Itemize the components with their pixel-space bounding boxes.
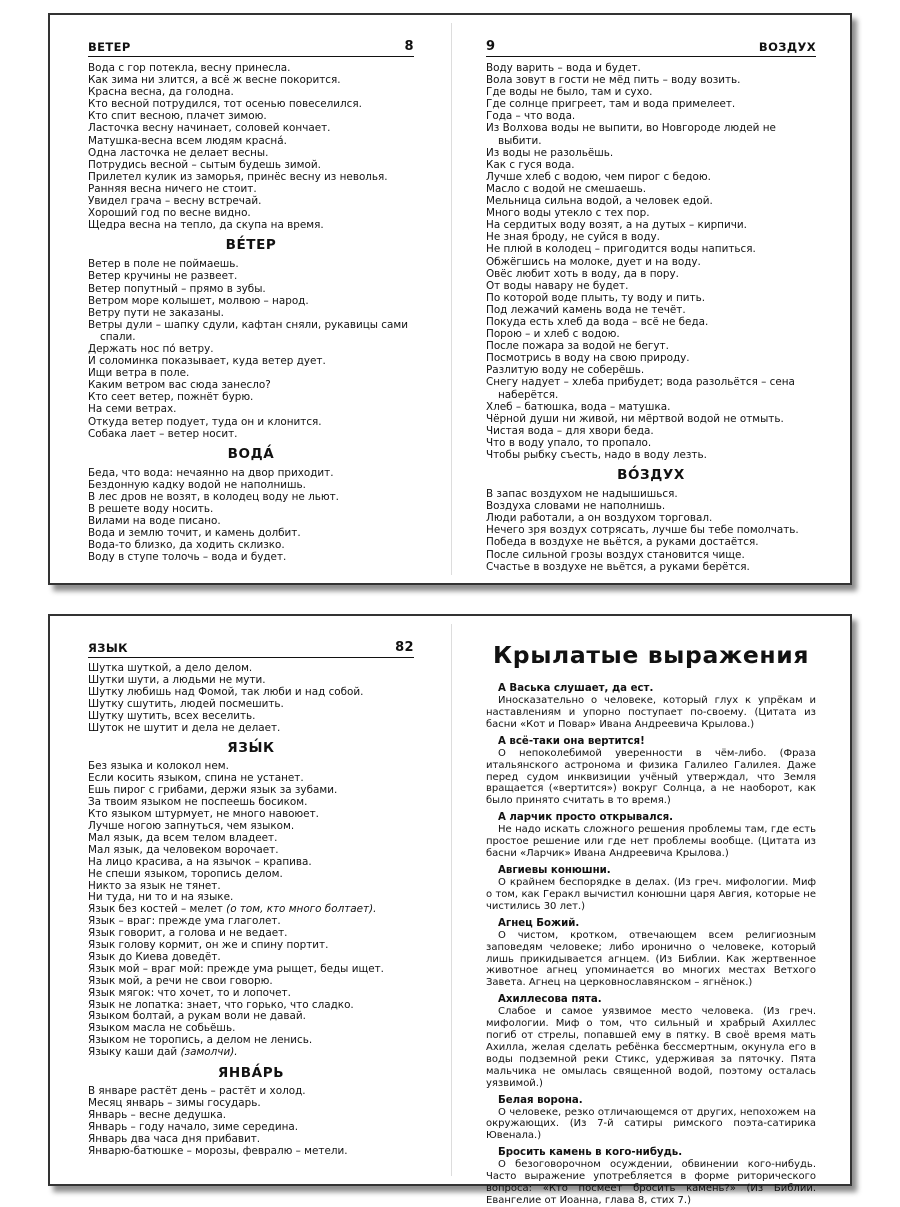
proverb: Ни туда, ни то и на языке. [88, 891, 234, 904]
proverb: Ветру пути не заказаны. [88, 306, 224, 319]
section-title: ЯЗЫ́К [227, 740, 275, 757]
catchphrase-list [486, 683, 816, 1207]
proverb: Лучше хлеб с водою, чем пирог с бедою. [486, 170, 711, 183]
catchphrase-term: Авгиевы конюшни. [498, 864, 611, 876]
proverb: Овёс любит хоть в воду, да в пору. [486, 267, 679, 280]
proverb: Ветры дули – шапку сдули, кафтан сняли, рукавицы сами спали. [88, 318, 408, 343]
running-head [486, 39, 816, 57]
catchphrase-definition: Слабое и самое уязвимое место человека. (Из греч. мифологии. Миф о том, что сильный и храбрый Ахиллес погиб от стрелы, попавшей ему в пятку. В своё время мать Ахилла, желая сделать ребёнка бессмертным, окунула его в воды подземной реки Стикс, удерживая за пяточку. Пята мальчика не омылась священной водой, поэтому осталась уязвимой.) [486, 1006, 816, 1089]
proverb: Хороший год по весне видно. [88, 207, 251, 220]
proverb: Ветер попутный – прямо в зубы. [88, 282, 266, 295]
proverb-list [88, 1086, 414, 1157]
proverb: Обжёгшись на молоке, дует и на воду. [486, 255, 701, 268]
proverb: Язык – враг: прежде ума глаголет. [88, 915, 281, 928]
proverb-text: Язык без костей – мелет [88, 903, 223, 916]
proverb: Порою – и хлеб с водою. [486, 328, 620, 341]
page-8 [50, 15, 452, 583]
catchphrase-term: Агнец Божий. [498, 917, 580, 929]
proverb: Счастье в воздухе не вьётся, а руками берётся. [486, 560, 750, 573]
proverb: Язык не лопатка: знает, что горько, что сладко. [88, 998, 354, 1011]
proverb: Собака лает – ветер носит. [88, 427, 238, 440]
proverb: Без языка и колокол нем. [88, 760, 229, 773]
proverb-text: Языку каши дай [88, 1046, 178, 1059]
proverb: Много воды утекло с тех пор. [486, 207, 650, 220]
proverb: Январь два часа дня прибавит. [88, 1132, 261, 1145]
proverb: Масло с водой не смешаешь. [486, 182, 647, 195]
page-number: 82 [395, 640, 414, 655]
proverb: Январь – весне дедушка. [88, 1108, 227, 1121]
proverb: После пожара за водой не бегут. [486, 340, 669, 353]
proverb: Кто языком штурмует, не много навоюет. [88, 808, 319, 821]
proverb: На сердитых воду возят, а на дутых – кирпичи. [486, 219, 747, 232]
proverb: Из Волхова воды не выпити, во Новгороде людей не выбити. [486, 122, 776, 147]
proverb-list [486, 62, 816, 461]
proverb: Язык мягок: что хочет, то и лопочет. [88, 986, 291, 999]
proverb: Лучше ногою запнуться, чем языком. [88, 819, 295, 832]
proverb: Увидел грача – весну встречай. [88, 195, 262, 208]
running-head [88, 39, 414, 57]
catchphrase-definition: Иносказательно о человеке, который глух к упрёкам и наставлениям и упорно поступает по-своему. (Цитата из басни «Кот и Повар» Ивана Андреевича Крылова.) [486, 695, 816, 730]
catchphrase-definition: Не надо искать сложного решения проблемы там, где есть простое решение или где нет проблемы вообще. (Цитата из басни «Ларчик» Ивана Андреевича Крылова.) [486, 824, 816, 860]
proverb: Воду варить – вода и будет. [486, 62, 641, 74]
section-title: ВОДА́ [227, 445, 275, 462]
proverb: Месяц январь – зимы государь. [88, 1097, 261, 1109]
proverb-gloss: (о том, кто много болтает). [226, 903, 377, 916]
proverb: Вилами на воде писано. [88, 515, 221, 528]
proverb: Шутки шути, а людьми не мути. [88, 673, 266, 686]
proverb: Шутка шуткой, а дело делом. [88, 662, 253, 674]
catchphrase-entry [486, 736, 816, 808]
page-number: 8 [404, 39, 414, 54]
proverb: Откуда ветер подует, туда он и клонится. [88, 415, 322, 428]
catchphrase-term: Бросить камень в кого-нибудь. [498, 1147, 683, 1159]
proverb: Ранняя весна ничего не стоит. [88, 182, 257, 195]
catchphrase-entry [486, 865, 816, 913]
proverb: Люди работали, а он воздухом торговал. [486, 512, 713, 525]
proverb: Ветер кручины не развеет. [88, 270, 238, 283]
proverb-list [88, 62, 414, 231]
proverb: Чистая вода – для хвори беда. [486, 424, 654, 437]
proverb: Кто весной потрудился, тот осенью повеселился. [88, 98, 362, 111]
proverb: Язык голову кормит, он же и спину портит. [88, 939, 329, 952]
running-head-title: ВОЗДУХ [758, 40, 816, 54]
proverb: Вола зовут в гости не мёд пить – воду возить. [486, 74, 741, 87]
book-spread-top [48, 13, 852, 585]
proverb-list-yazyk [88, 761, 414, 1059]
proverb: После сильной грозы воздух становится чище. [486, 548, 745, 561]
proverb: Воду в ступе толочь – вода и будет. [88, 551, 287, 564]
proverb: Чтобы рыбку съесть, надо в воду лезть. [486, 449, 707, 461]
proverb: Языком не торопись, а делом не ленись. [88, 1034, 313, 1047]
catchphrase-entry [486, 1095, 816, 1143]
catchphrase-term: Белая ворона. [498, 1094, 583, 1106]
proverb: Ветер в поле не поймаешь. [88, 258, 239, 271]
proverb: Кто спит весною, плачет зимою. [88, 110, 267, 123]
running-head [88, 640, 414, 658]
running-head-title: ВЕТЕР [88, 40, 131, 54]
proverb: Никто за язык не тянет. [88, 879, 221, 892]
proverb: От воды навару не будет. [486, 279, 629, 292]
proverb: Матушка-весна всем людям красна́. [88, 134, 287, 147]
catchphrase-definition: О непоколебимой уверенности в чём-либо. (Фраза итальянского астронома и физика Галилео Галилея. Даже перед судом инквизиции учёный утверждал, что Земля вращается («вертится») вокруг Солнца, а не наоборот, как было принято считать в то время.) [486, 747, 816, 807]
proverb: Кто сеет ветер, пожнёт бурю. [88, 391, 254, 404]
page-9 [452, 15, 854, 583]
proverb: Беда, что вода: нечаянно на двор приходит. [88, 466, 334, 479]
proverb: Разлитую воду не соберёшь. [486, 364, 645, 377]
catchphrase-entry [486, 812, 816, 860]
proverb: Под лежачий камень вода не течёт. [486, 303, 686, 316]
proverb: Где воды не было, там и сухо. [486, 86, 653, 99]
section-title: ВО́ЗДУХ [617, 467, 685, 484]
catchphrase-term: А ларчик просто открывался. [498, 812, 674, 824]
catchphrase-entry [486, 918, 816, 990]
book-spread-bottom [48, 614, 852, 1206]
proverb: Язык до Киева доведёт. [88, 950, 221, 963]
proverb: Из воды не разольёшь. [486, 146, 614, 159]
proverb-list [88, 663, 414, 734]
proverb: Язык мой, а речи не свои говорю. [88, 974, 273, 987]
proverb: Держать нос по́ ветру. [88, 342, 214, 355]
proverb: Вода-то близко, да ходить склизко. [88, 539, 285, 552]
proverb: Не спеши языком, торопись делом. [88, 867, 283, 880]
catchphrase-entry [486, 683, 816, 731]
proverb: Что в воду упало, то пропало. [486, 436, 652, 449]
proverb: Где солнце пригреет, там и вода примелеет. [486, 98, 736, 111]
proverb: Покуда есть хлеб да вода – всё не беда. [486, 315, 709, 328]
proverb: В январе растёт день – растёт и холод. [88, 1085, 306, 1098]
proverb: Если косить языком, спина не устанет. [88, 772, 304, 785]
proverb: Воздуха словами не наполнишь. [486, 500, 666, 513]
proverb: Шуток не шутит и дела не делает. [88, 721, 281, 734]
proverb: Январь – году начало, зиме середина. [88, 1120, 299, 1133]
proverb: Не плюй в колодец – пригодится воды напиться. [486, 243, 756, 256]
page-number: 9 [486, 39, 496, 54]
proverb: На лицо красива, а на язычок – крапива. [88, 855, 312, 868]
running-head-title: ЯЗЫК [88, 641, 128, 655]
proverb: Одна ласточка не делает весны. [88, 146, 269, 159]
proverb: Шутку шутить, всех веселить. [88, 709, 256, 722]
page-title: Крылатые выражения [492, 641, 810, 669]
proverb: В лес дров не возят, в колодец воду не льют. [88, 490, 339, 503]
proverb: Мельница сильна водой, а человек едой. [486, 195, 713, 208]
proverb-list [88, 467, 414, 564]
section-title: ЯНВА́РЬ [217, 1065, 285, 1082]
proverb: Ешь пирог с грибами, держи язык за зубами. [88, 784, 338, 797]
proverb: Ветром море колышет, молвою – народ. [88, 294, 309, 307]
proverb: За твоим языком не поспеешь босиком. [88, 796, 308, 809]
proverb: Не зная броду, не суйся в воду. [486, 231, 660, 244]
proverb: Ласточка весну начинает, соловей кончает. [88, 122, 331, 135]
proverb: Мал язык, да человеком ворочает. [88, 843, 279, 856]
proverb: Языком масла не собьёшь. [88, 1022, 236, 1035]
proverb: Щедра весна на тепло, да скупа на время. [88, 219, 324, 232]
proverb: По которой воде плыть, ту воду и пить. [486, 291, 706, 304]
proverb: Хлеб – батюшка, вода – матушка. [486, 400, 671, 413]
catchphrase-definition: О крайнем беспорядке в делах. (Из греч. мифологии. Миф о том, как Геракл вычистил конюшни царя Авгия, которые не чистились 30 лет.) [486, 876, 816, 912]
proverb: Прилетел кулик из заморья, принёс весну из неволья. [88, 170, 388, 183]
proverb-list [88, 258, 414, 439]
proverb: Январю-батюшке – морозы, февралю – метели. [88, 1144, 348, 1157]
proverb-list [486, 488, 816, 573]
catchphrase-term: А всё-таки она вертится! [498, 735, 645, 747]
proverb: Язык мой – враг мой: прежде ума рыщет, беды ищет. [88, 962, 384, 975]
proverb: Мал язык, да всем телом владеет. [88, 831, 278, 844]
proverb-gloss: (замолчи). [180, 1046, 238, 1059]
proverb: Вода с гор потекла, весну принесла. [88, 62, 291, 74]
page-catchphrases [452, 616, 854, 1206]
proverb: Потрудись весной – сытым будешь зимой. [88, 158, 321, 171]
proverb: В решете воду носить. [88, 503, 214, 515]
catchphrase-entry [486, 994, 816, 1089]
page-82 [50, 616, 452, 1184]
proverb: И соломинка показывает, куда ветер дует. [88, 355, 326, 368]
proverb: Года – что вода. [486, 110, 576, 123]
catchphrase-definition: О чистом, кротком, отвечающем всем религиозным заповедям человеке; либо иронично о человеке, который лишь прикидывается агнцем. (Из Библии. Как жертвенное животное агнец упоминается во многих местах Ветхого Завета. Агнец на церковнославянском – ягнёнок.) [486, 929, 816, 989]
proverb: Каким ветром вас сюда занесло? [88, 379, 271, 392]
proverb: Язык говорит, а голова и не ведает. [88, 927, 288, 940]
proverb: Как зима ни злится, а всё ж весне покорится. [88, 74, 341, 87]
proverb: Языком болтай, а рукам воли не давай. [88, 1010, 306, 1023]
proverb [88, 1047, 414, 1059]
proverb: Снегу надует – хлеба прибудет; вода разольётся – сена наберётся. [486, 376, 795, 401]
catchphrase-term: Ахиллесова пята. [498, 994, 602, 1006]
proverb: Шутку сшутить, людей посмешить. [88, 697, 284, 710]
section-title: ВЕ́ТЕР [225, 237, 277, 254]
proverb: Бездонную кадку водой не наполнишь. [88, 478, 306, 491]
proverb: Посмотрись в воду на свою природу. [486, 352, 690, 365]
proverb: Шутку любишь над Фомой, так люби и над собой. [88, 685, 364, 698]
catchphrase-definition: О человеке, резко отличающемся от других, непохожем на окружающих. (Из 7-й сатиры римского поэта-сатирика Ювенала.) [486, 1106, 816, 1142]
proverb: Ищи ветра в поле. [88, 367, 190, 380]
proverb: Чёрной души ни живой, ни мёртвой водой не отмыть. [486, 412, 784, 425]
catchphrase-entry [486, 1147, 816, 1207]
proverb: На семи ветрах. [88, 403, 177, 416]
proverb: В запас воздухом не надышишься. [486, 488, 678, 501]
proverb: Красна весна, да голодна. [88, 86, 234, 99]
catchphrase-term: А Васька слушает, да ест. [498, 683, 654, 694]
proverb: Как с гуся вода. [486, 158, 575, 171]
catchphrase-definition: О безоговорочном осуждении, обвинении кого-нибудь. Часто выражение употребляется в форме риторического вопроса: «Кто посмеет бросить камень?» (Из Библии. Евангелие от Иоанна, глава 8, стих 7.) [486, 1159, 816, 1206]
proverb: Вода и землю точит, и камень долбит. [88, 527, 301, 540]
proverb: Победа в воздухе не вьётся, а руками достаётся. [486, 536, 759, 549]
proverb: Нечего зря воздух сотрясать, лучше бы тебе помолчать. [486, 524, 799, 537]
